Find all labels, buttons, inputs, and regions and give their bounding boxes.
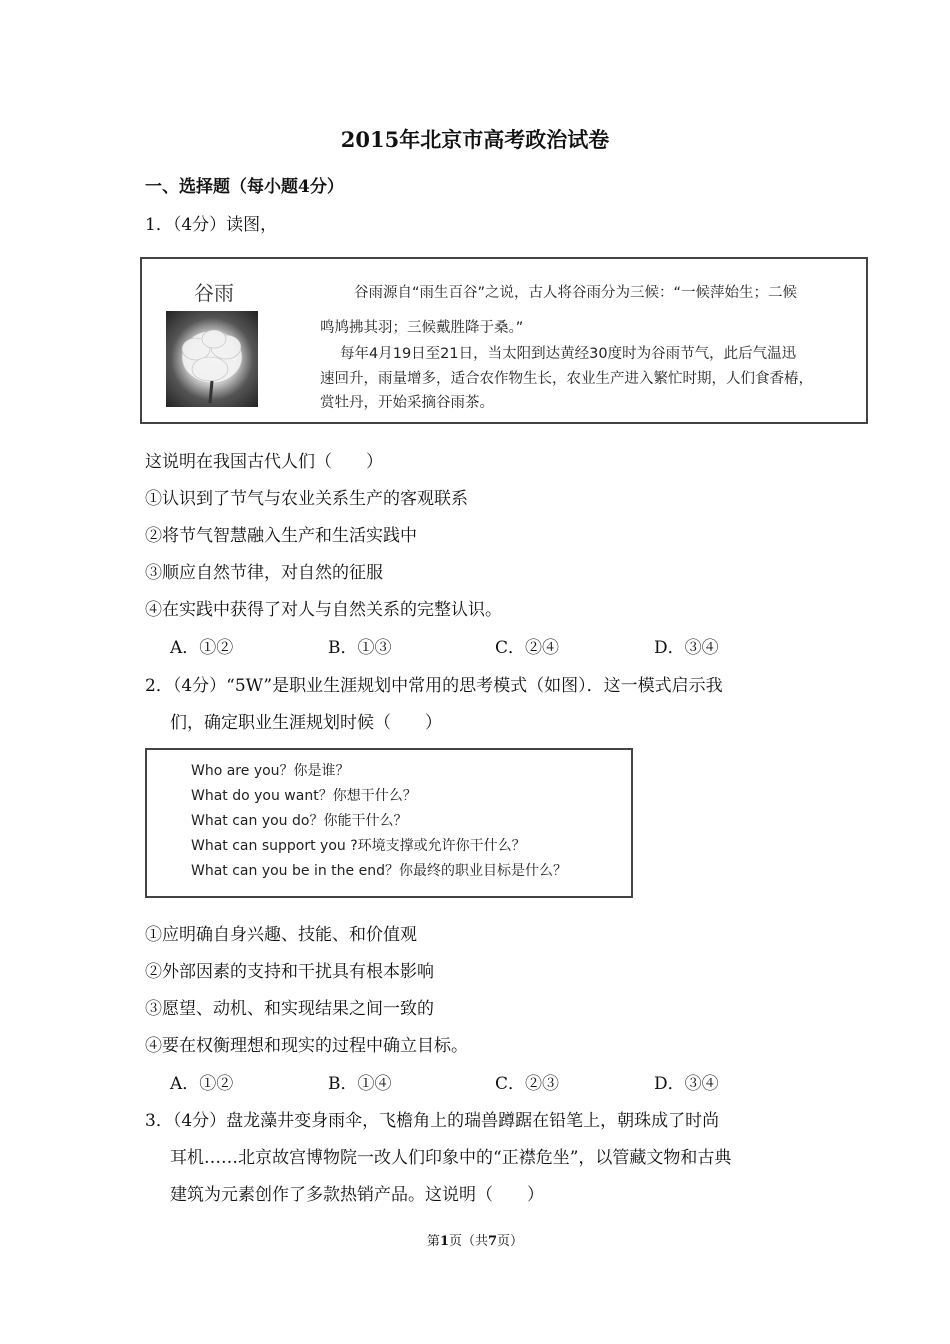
q2-statement: ②外部因素的支持和干扰具有根本影响 xyxy=(145,962,434,982)
peony-flower-photo xyxy=(166,311,258,407)
q2-option-d: D．③④ xyxy=(654,1074,719,1094)
q1-statement: ①认识到了节气与农业关系生产的客观联系 xyxy=(145,489,468,509)
page-footer xyxy=(0,1230,950,1249)
q1-option-c: C．②④ xyxy=(495,638,560,658)
q1-figure-line: 每年4月19日至21日，当太阳到达黄经30度时为谷雨节气，此后气温迅 xyxy=(340,346,797,362)
q3-line: 建筑为元素创作了多款热销产品。这说明（ ） xyxy=(170,1185,544,1205)
q1-question: 这说明在我国古代人们（ ） xyxy=(145,452,383,472)
q2-figure-line: What can you do？你能干什么？ xyxy=(191,813,408,829)
q1-figure-line: 鸣鸠拂其羽；三候戴胜降于桑。” xyxy=(320,320,524,336)
q2-statement: ③愿望、动机、和实现结果之间一致的 xyxy=(145,999,434,1019)
footer-suffix: 页） xyxy=(497,1234,524,1249)
footer-total-pages: 7 xyxy=(488,1234,498,1249)
q2-option-c: C．②③ xyxy=(495,1074,560,1094)
q1-statement: ③顺应自然节律，对自然的征服 xyxy=(145,563,383,583)
q2-statement: ④要在权衡理想和现实的过程中确立目标。 xyxy=(145,1036,468,1056)
q1-figure-line: 赏牡丹，开始采摘谷雨茶。 xyxy=(320,395,494,411)
q1-figure-line: 谷雨源自“雨生百谷”之说，古人将谷雨分为三候：“一候萍始生；二候 xyxy=(354,285,798,301)
q1-figure-line: 速回升，雨量增多，适合农作物生长，农业生产进入繁忙时期，人们食香椿， xyxy=(320,371,813,387)
q1-option-d: D．③④ xyxy=(654,638,719,658)
q1-option-a: A．①② xyxy=(170,638,234,658)
q2-statement: ①应明确自身兴趣、技能、和价值观 xyxy=(145,925,417,945)
q2-figure-line: What can you be in the end？你最终的职业目标是什么？ xyxy=(191,863,567,879)
q2-figure-line: What do you want？你想干什么？ xyxy=(191,788,417,804)
q1-figure-caption: 谷雨 xyxy=(194,281,234,305)
footer-page-number: 1 xyxy=(439,1234,449,1249)
footer-middle: 页（共 xyxy=(448,1234,488,1249)
page-title: 2015年北京市高考政治试卷 xyxy=(340,127,610,152)
section-heading: 一、选择题（每小题4分） xyxy=(145,177,344,197)
footer-prefix: 第 xyxy=(426,1234,440,1249)
q2-stem-line: 2．（4分）“5W”是职业生涯规划中常用的思考模式（如图）．这一模式启示我 xyxy=(145,676,723,696)
q2-option-a: A．①② xyxy=(170,1074,234,1094)
q3-line: 耳机……北京故宫博物院一改人们印象中的“正襟危坐”，以管藏文物和古典 xyxy=(170,1148,732,1168)
q1-statement: ②将节气智慧融入生产和生活实践中 xyxy=(145,526,417,546)
q2-option-b: B．①④ xyxy=(328,1074,392,1094)
q2-figure-line: What can support you ?环境支撑或允许你干什么？ xyxy=(191,838,526,854)
q1-figure xyxy=(140,257,868,424)
q3-line: 3．（4分）盘龙藻井变身雨伞，飞檐角上的瑞兽蹲踞在铅笔上，朝珠成了时尚 xyxy=(145,1111,720,1131)
q1-stem: 1．（4分）读图， xyxy=(145,215,278,235)
q1-statement: ④在实践中获得了对人与自然关系的完整认识。 xyxy=(145,600,502,620)
q2-figure-line: Who are you？你是谁？ xyxy=(191,763,350,779)
q2-figure xyxy=(145,748,633,898)
q2-stem-line: 们，确定职业生涯规划时候（ ） xyxy=(170,713,442,733)
q1-option-b: B．①③ xyxy=(328,638,392,658)
